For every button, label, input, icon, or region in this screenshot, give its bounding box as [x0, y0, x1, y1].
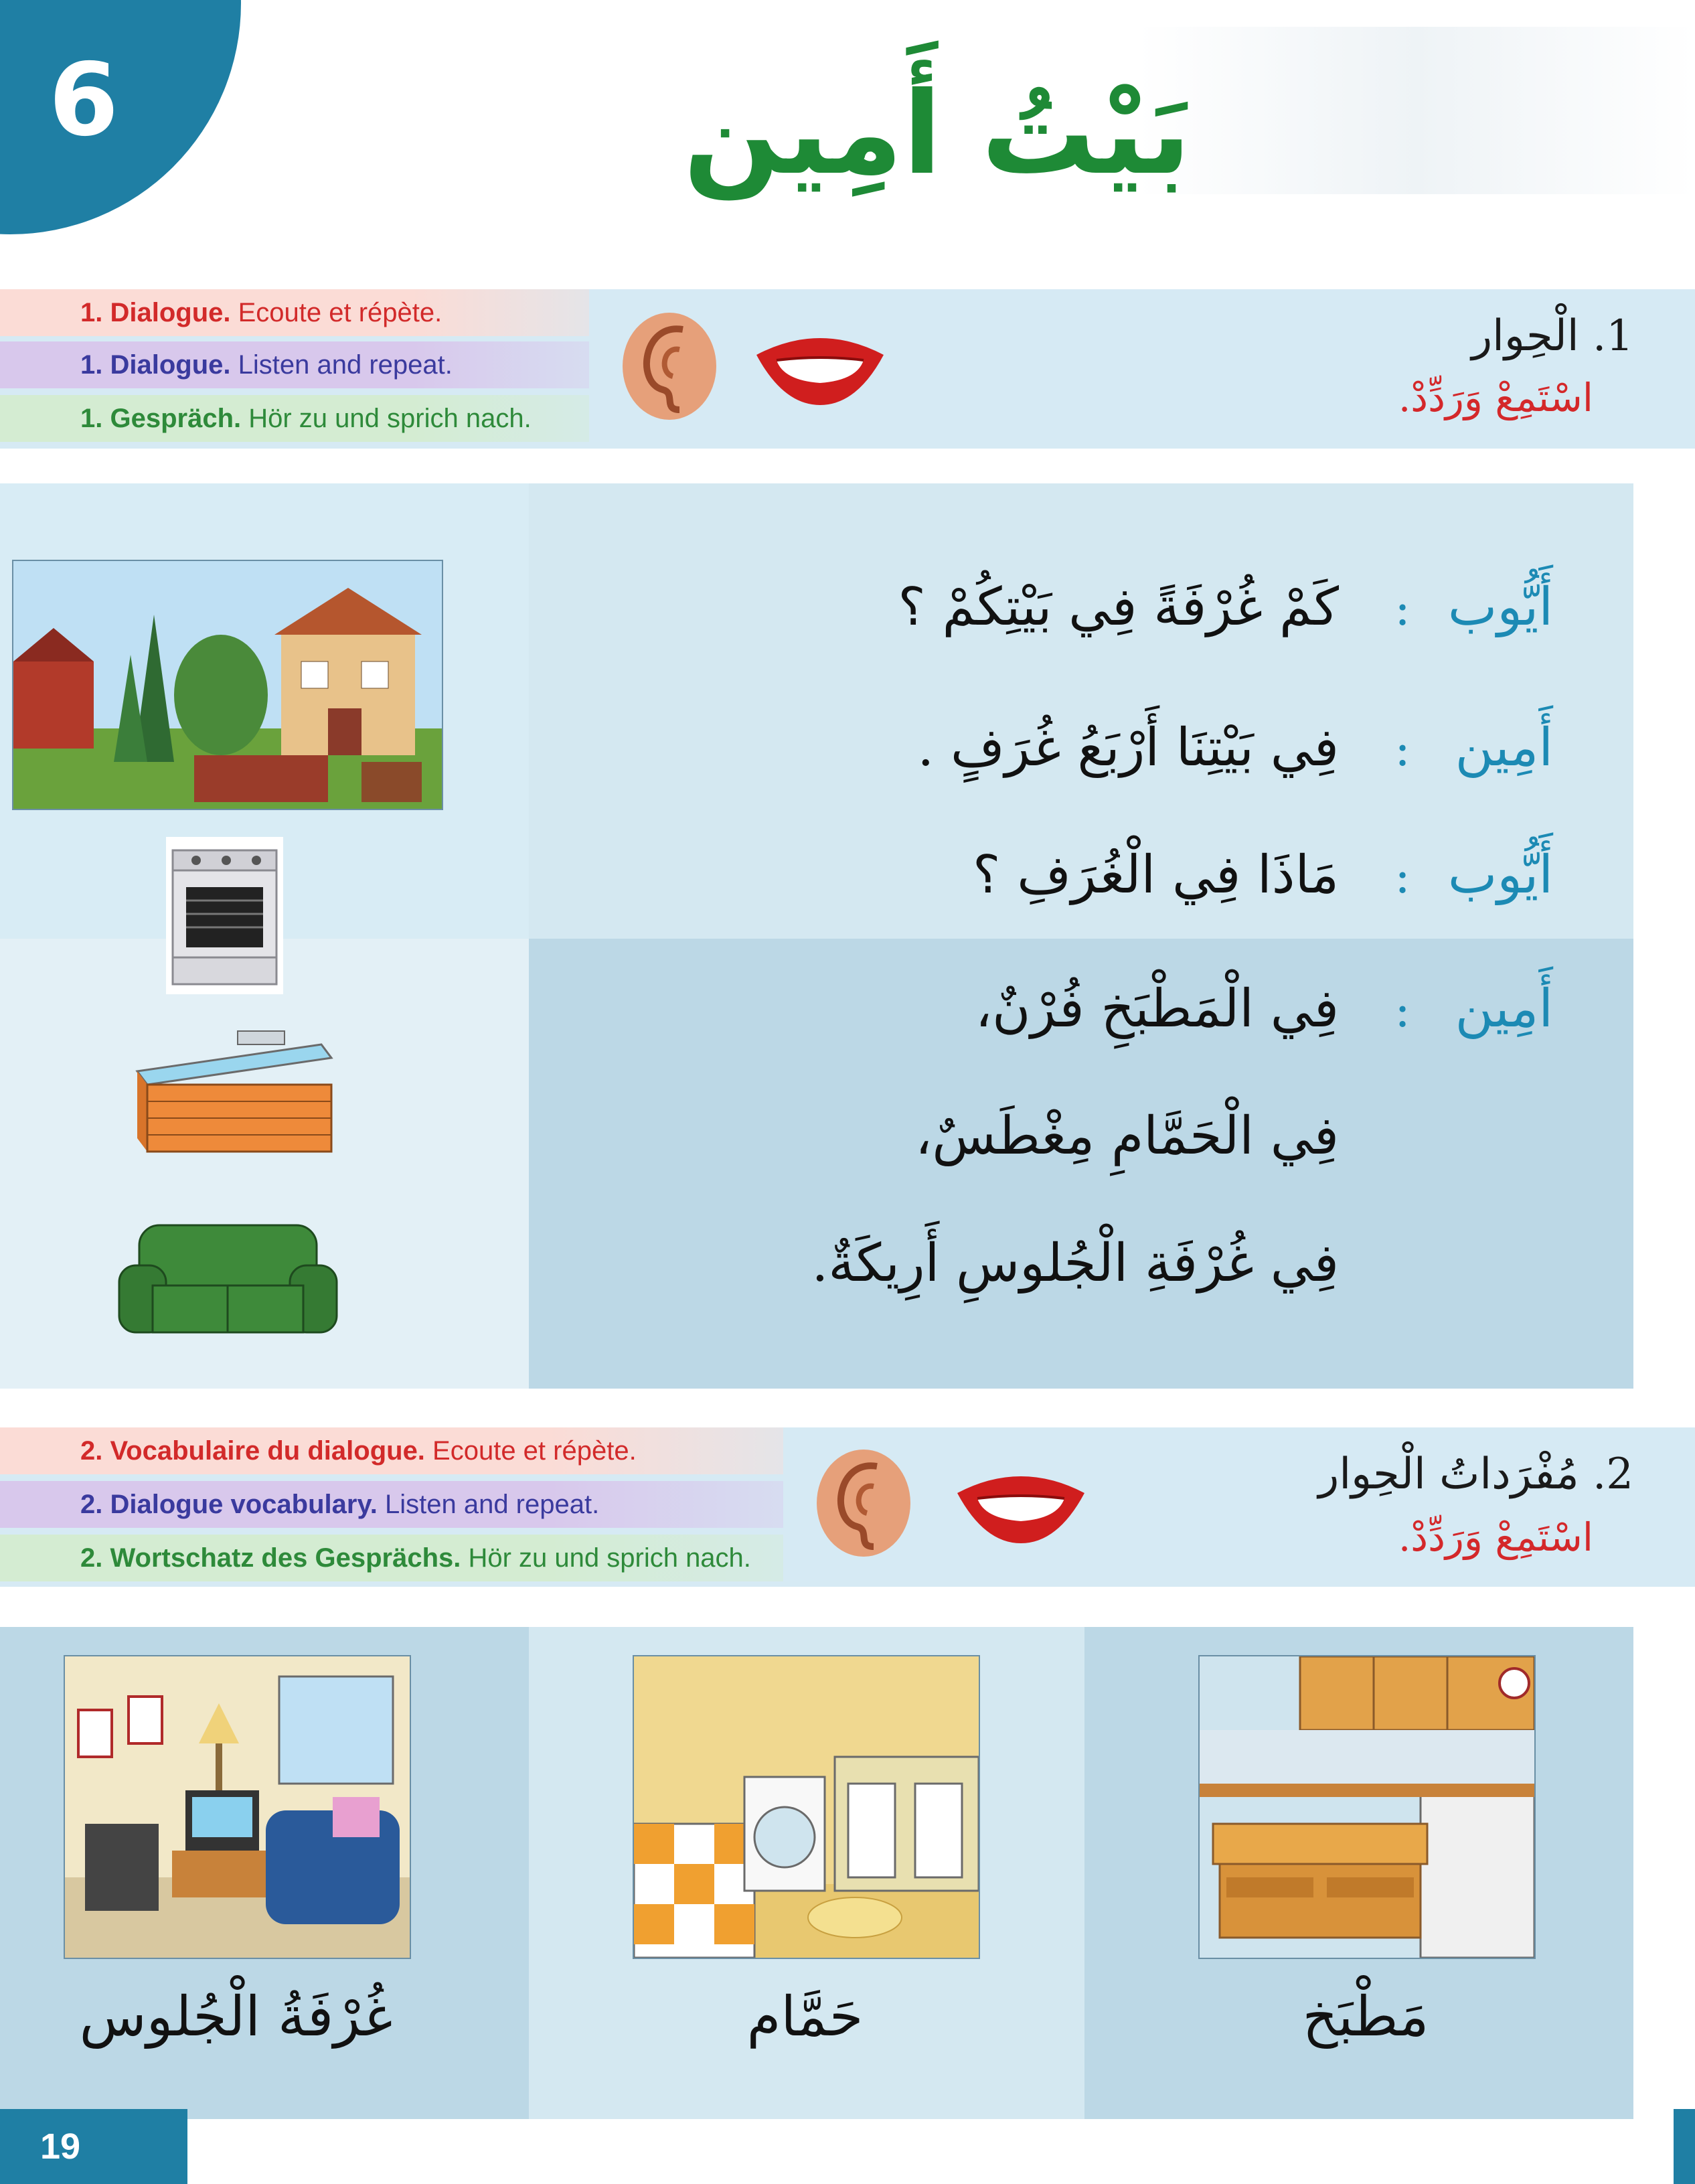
dialogue-colon-4: : — [1394, 983, 1410, 1038]
dialogue-line-5: فِي الْحَمَّامِ مِغْطَسٌ، — [915, 1106, 1339, 1166]
oven-picture — [166, 837, 283, 994]
dialogue-colon-3: : — [1394, 849, 1410, 904]
mouth-icon[interactable] — [750, 328, 890, 408]
dialogue-line-3: مَاذَا فِي الْغُرَفِ ؟ — [973, 845, 1339, 905]
dialogue-speaker-4: أَمِين — [1455, 979, 1553, 1039]
house-picture — [12, 560, 443, 810]
dialogue-speaker-2: أَمِين — [1455, 718, 1553, 778]
section1-title: 1. الْحِوار — [1471, 311, 1633, 361]
dialogue-line-4: فِي الْمَطْبَخِ فُرْنٌ، — [975, 979, 1339, 1039]
lesson-title: بَيْتُ أَمِين — [683, 68, 1192, 200]
sofa-picture — [112, 1212, 343, 1346]
instruction-en-2: 2. Dialogue vocabulary. Listen and repeat. — [0, 1481, 783, 1528]
dialogue-colon-1: : — [1394, 581, 1410, 636]
dialogue-line-1: كَمْ غُرْفَةً فِي بَيْتِكُمْ ؟ — [898, 577, 1339, 637]
instruction-fr: 1. Dialogue. Ecoute et répète. — [0, 289, 589, 336]
section2-subtitle: اسْتَمِعْ وَرَدِّدْ. — [1398, 1514, 1593, 1560]
bathtub-picture — [134, 1018, 335, 1158]
dialogue-speaker-1: أَيُّوب — [1447, 577, 1553, 637]
dialogue-line-6: فِي غُرْفَةِ الْجُلوسِ أَرِيكَةٌ. — [811, 1233, 1339, 1294]
ear-icon[interactable] — [616, 309, 723, 423]
mouth-icon[interactable] — [951, 1466, 1091, 1547]
vocab-word-living-room: غُرْفَةُ الْجُلوس — [79, 1985, 393, 2049]
ear-icon[interactable] — [810, 1446, 917, 1560]
dialogue-line-2: فِي بَيْتِنَا أَرْبَعُ غُرَفٍ . — [917, 718, 1339, 778]
edge-tab — [1674, 2109, 1695, 2184]
vocab-word-bathroom: حَمَّام — [746, 1985, 864, 2049]
vocab-word-kitchen: مَطْبَخ — [1302, 1985, 1429, 2049]
page-number: 19 — [40, 2126, 81, 2167]
instruction-de: 1. Gespräch. Hör zu und sprich nach. — [0, 395, 589, 442]
dialogue-speaker-3: أَيُّوب — [1447, 845, 1553, 905]
instruction-fr-2: 2. Vocabulaire du dialogue. Ecoute et répète. — [0, 1427, 783, 1474]
bathroom-picture — [633, 1655, 980, 1959]
living-room-picture — [64, 1655, 411, 1959]
section2-title: 2. مُفْرَداتُ الْحِوار — [1318, 1450, 1633, 1499]
instruction-en: 1. Dialogue. Listen and repeat. — [0, 341, 589, 388]
dialogue-colon-2: : — [1394, 722, 1410, 777]
unit-number: 6 — [48, 42, 119, 159]
instruction-de-2: 2. Wortschatz des Gesprächs. Hör zu und sprich nach. — [0, 1535, 783, 1581]
section1-subtitle: اسْتَمِعْ وَرَدِّدْ. — [1398, 375, 1593, 420]
kitchen-picture — [1198, 1655, 1536, 1959]
